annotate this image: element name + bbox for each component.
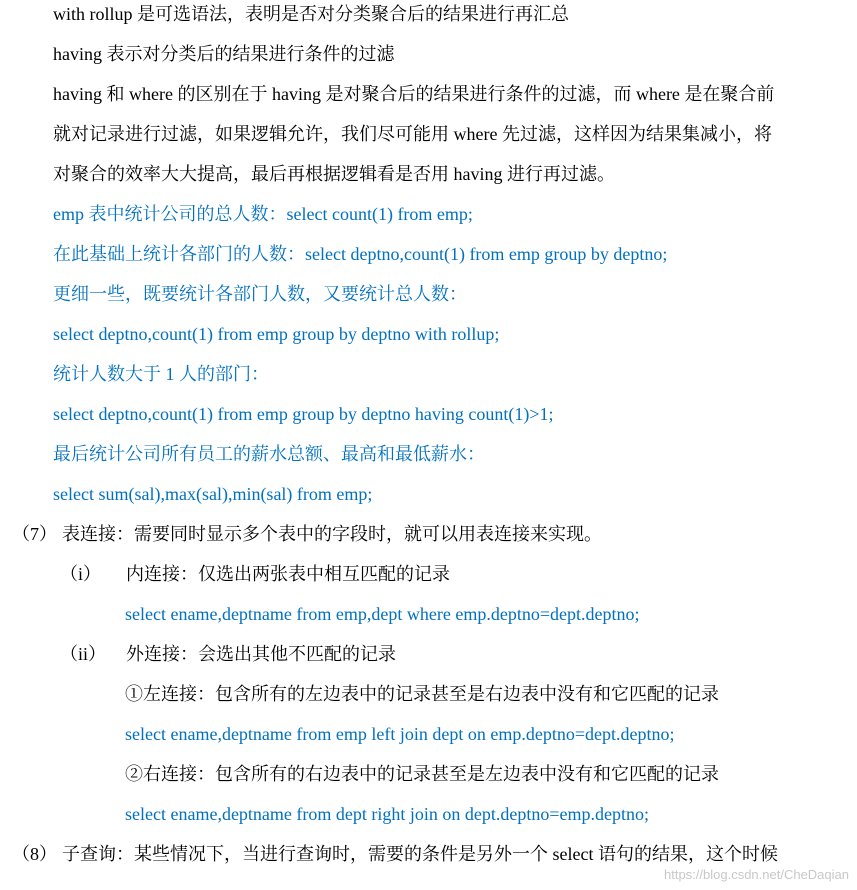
code-line-count-total: emp 表中统计公司的总人数：select count(1) from emp;	[53, 204, 473, 224]
section-text: 子查询：某些情况下，当进行查询时，需要的条件是另外一个 select 语句的结果，这个时候	[62, 844, 778, 864]
subsection-number: （i）	[60, 564, 102, 584]
text-line-having-where-diff: having 和 where 的区别在于 having 是对聚合后的结果进行条件的过滤，而 where 是在聚合前	[53, 84, 775, 104]
code-line-dept-gt-one: 统计人数大于 1 人的部门：	[53, 364, 269, 384]
code-line-inner-join: select ename,deptname from emp,dept where emp.deptno=dept.deptno;	[125, 604, 640, 624]
section-number: （8）	[12, 844, 57, 864]
subsection-number: （ii）	[60, 644, 107, 664]
subsection-i-heading	[60, 562, 450, 586]
section-7-heading	[12, 522, 602, 546]
subsection-text: 外连接：会选出其他不匹配的记录	[126, 644, 396, 664]
code-line-count-by-dept: 在此基础上统计各部门的人数：select deptno,count(1) from emp group by deptno;	[53, 244, 668, 264]
code-line-having-count: select deptno,count(1) from emp group by deptno having count(1)>1;	[53, 404, 554, 424]
subsection-ii-heading	[60, 642, 396, 666]
code-line-left-join: select ename,deptname from emp left join dept on emp.deptno=dept.deptno;	[125, 724, 675, 744]
section-8-heading	[12, 842, 778, 866]
watermark-text: https://blog.csdn.net/CheDaqian	[663, 867, 849, 882]
text-line-filter-records: 就对记录进行过滤，如果逻辑允许，我们尽可能用 where 先过滤，这样因为结果集减小，将	[53, 124, 772, 144]
section-number: （7）	[12, 524, 57, 544]
code-line-right-join: select ename,deptname from dept right join on dept.deptno=emp.deptno;	[125, 804, 650, 824]
text-line-efficiency: 对聚合的效率大大提高，最后再根据逻辑看是否用 having 进行再过滤。	[53, 164, 615, 184]
text-line-having: having 表示对分类后的结果进行条件的过滤	[53, 44, 395, 64]
text-line-left-join-desc: ①左连接：包含所有的左边表中的记录甚至是右边表中没有和它匹配的记录	[125, 684, 719, 704]
code-line-salary-stats: 最后统计公司所有员工的薪水总额、最高和最低薪水：	[53, 444, 485, 464]
subsection-text: 内连接：仅选出两张表中相互匹配的记录	[126, 564, 450, 584]
code-line-sum-max-min: select sum(sal),max(sal),min(sal) from emp;	[53, 484, 373, 504]
code-line-finer-stats: 更细一些，既要统计各部门人数，又要统计总人数：	[53, 284, 467, 304]
code-line-with-rollup: select deptno,count(1) from emp group by deptno with rollup;	[53, 324, 500, 344]
text-line-right-join-desc: ②右连接：包含所有的右边表中的记录甚至是左边表中没有和它匹配的记录	[125, 764, 719, 784]
section-text: 表连接：需要同时显示多个表中的字段时，就可以用表连接来实现。	[62, 524, 602, 544]
text-line-with-rollup: with rollup 是可选语法，表明是否对分类聚合后的结果进行再汇总	[53, 4, 569, 24]
